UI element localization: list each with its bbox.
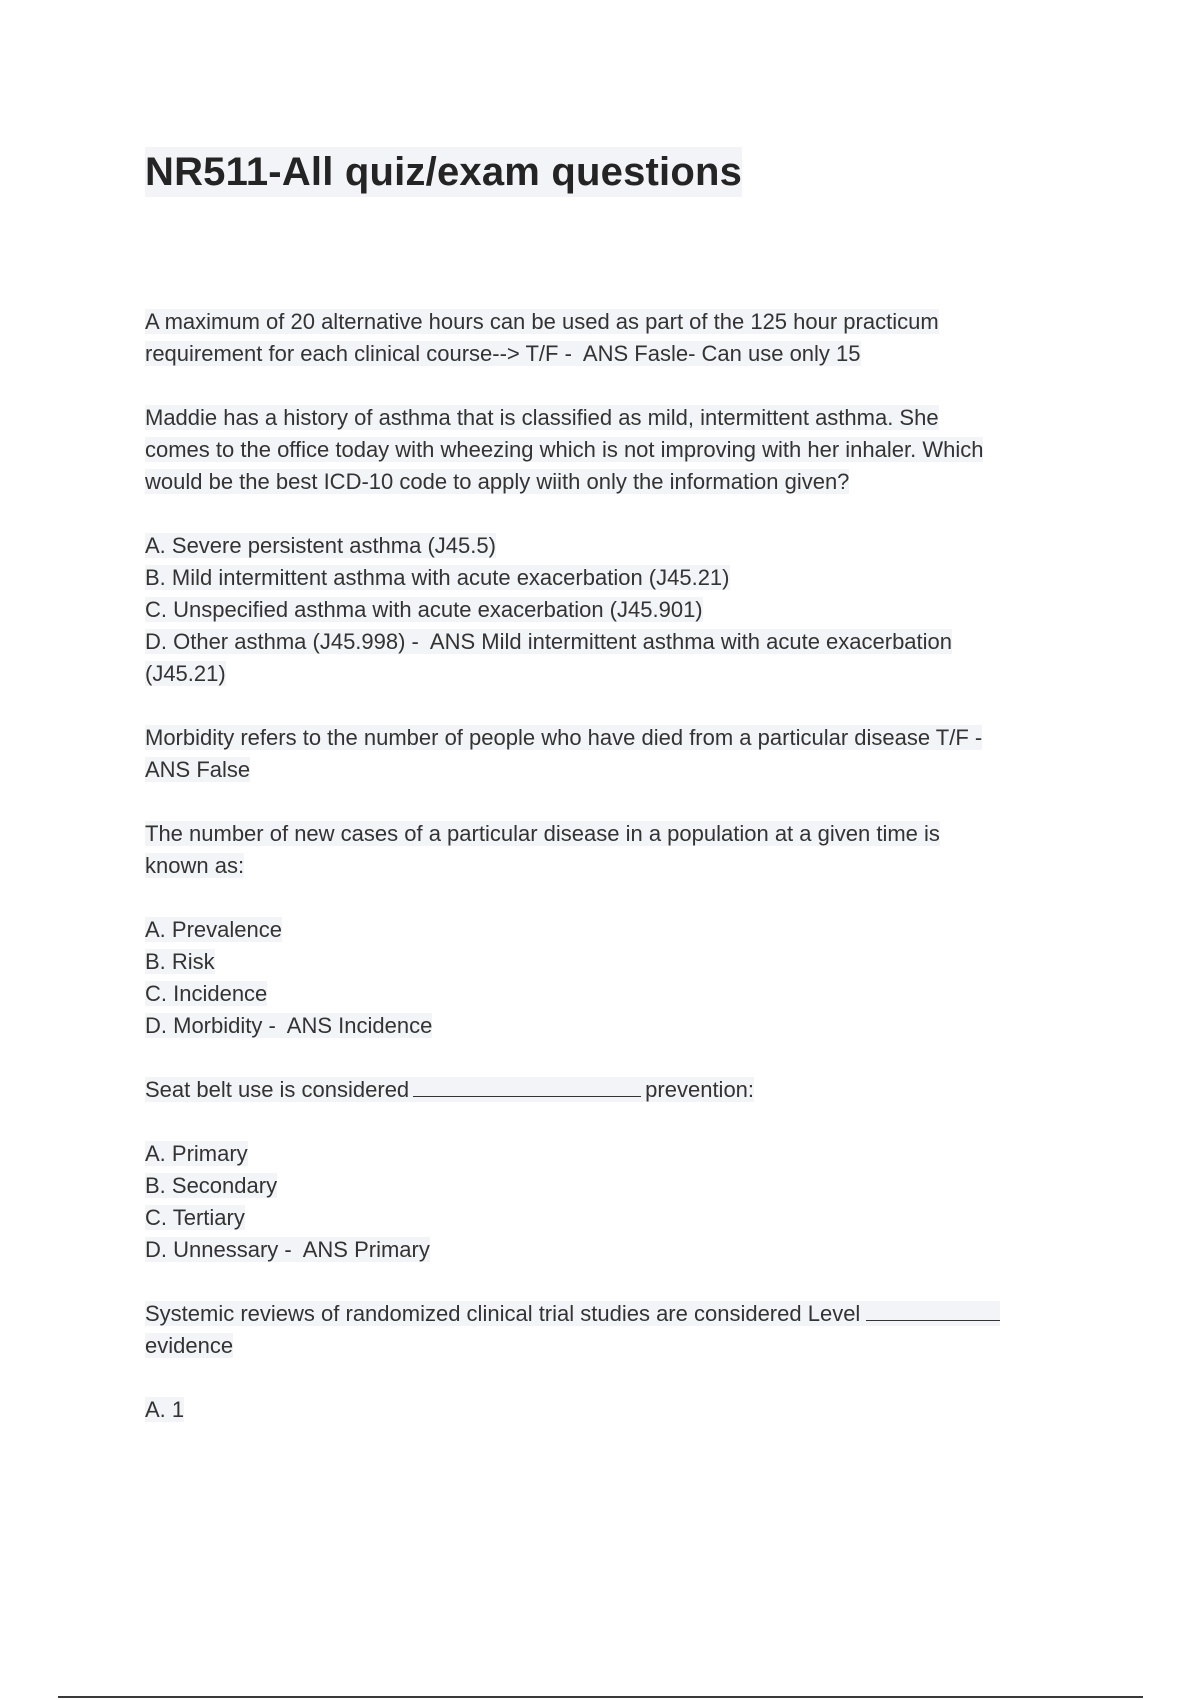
question-3 [145,722,1075,786]
question-2 [145,402,1075,498]
question-5 [145,1074,1075,1106]
question-text-line: Morbidity refers to the number of people who have died from a particular disease T/F - [145,725,983,750]
question-6 [145,1298,1075,1362]
option-b: B. Risk [145,949,215,974]
question-text-line: known as: [145,853,245,878]
option-b: B. Mild intermittent asthma with acute exacerbation (J45.21) [145,565,730,590]
option-c: C. Unspecified asthma with acute exacerbation (J45.901) [145,597,703,622]
question-4-options [145,914,1075,1042]
option-c: C. Tertiary [145,1205,245,1230]
option-b: B. Secondary [145,1173,278,1198]
option-d-with-answer: D. Other asthma (J45.998) - ANS Mild intermittent asthma with acute exacerbation [145,629,953,654]
document-title: NR511-All quiz/exam questions [145,147,742,197]
option-c: C. Incidence [145,981,268,1006]
question-text-end: prevention: [645,1077,755,1102]
question-1 [145,306,1075,370]
fill-in-blank [413,1074,641,1097]
document-body [145,306,1075,1458]
question-text-line: comes to the office today with wheezing which is not improving with her inhaler. Which [145,437,984,462]
question-text-line: Maddie has a history of asthma that is classified as mild, intermittent asthma. She [145,405,939,430]
question-text-start: Systemic reviews of randomized clinical trial studies are considered Level [145,1301,861,1326]
option-d-with-answer: D. Morbidity - ANS Incidence [145,1013,433,1038]
footer-divider [58,1696,1143,1698]
option-a: A. Severe persistent asthma (J45.5) [145,533,496,558]
question-text-line: The number of new cases of a particular disease in a population at a given time is [145,821,940,846]
question-text-line: would be the best ICD-10 code to apply wiith only the information given? [145,469,850,494]
question-text-line: A maximum of 20 alternative hours can be used as part of the 125 hour practicum [145,309,939,334]
answer-continuation: (J45.21) [145,661,226,686]
question-text-line: evidence [145,1333,234,1358]
option-a: A. Primary [145,1141,248,1166]
question-answer-line: requirement for each clinical course--> T/F - ANS Fasle- Can use only 15 [145,341,861,366]
fill-in-blank [866,1298,1000,1321]
option-a: A. 1 [145,1397,185,1422]
question-5-options [145,1138,1075,1266]
question-text-start: Seat belt use is considered [145,1077,410,1102]
question-2-options [145,530,1075,690]
question-answer-line: ANS False [145,757,251,782]
question-6-options [145,1394,1075,1426]
option-a: A. Prevalence [145,917,282,942]
option-d-with-answer: D. Unnessary - ANS Primary [145,1237,430,1262]
question-4 [145,818,1075,882]
